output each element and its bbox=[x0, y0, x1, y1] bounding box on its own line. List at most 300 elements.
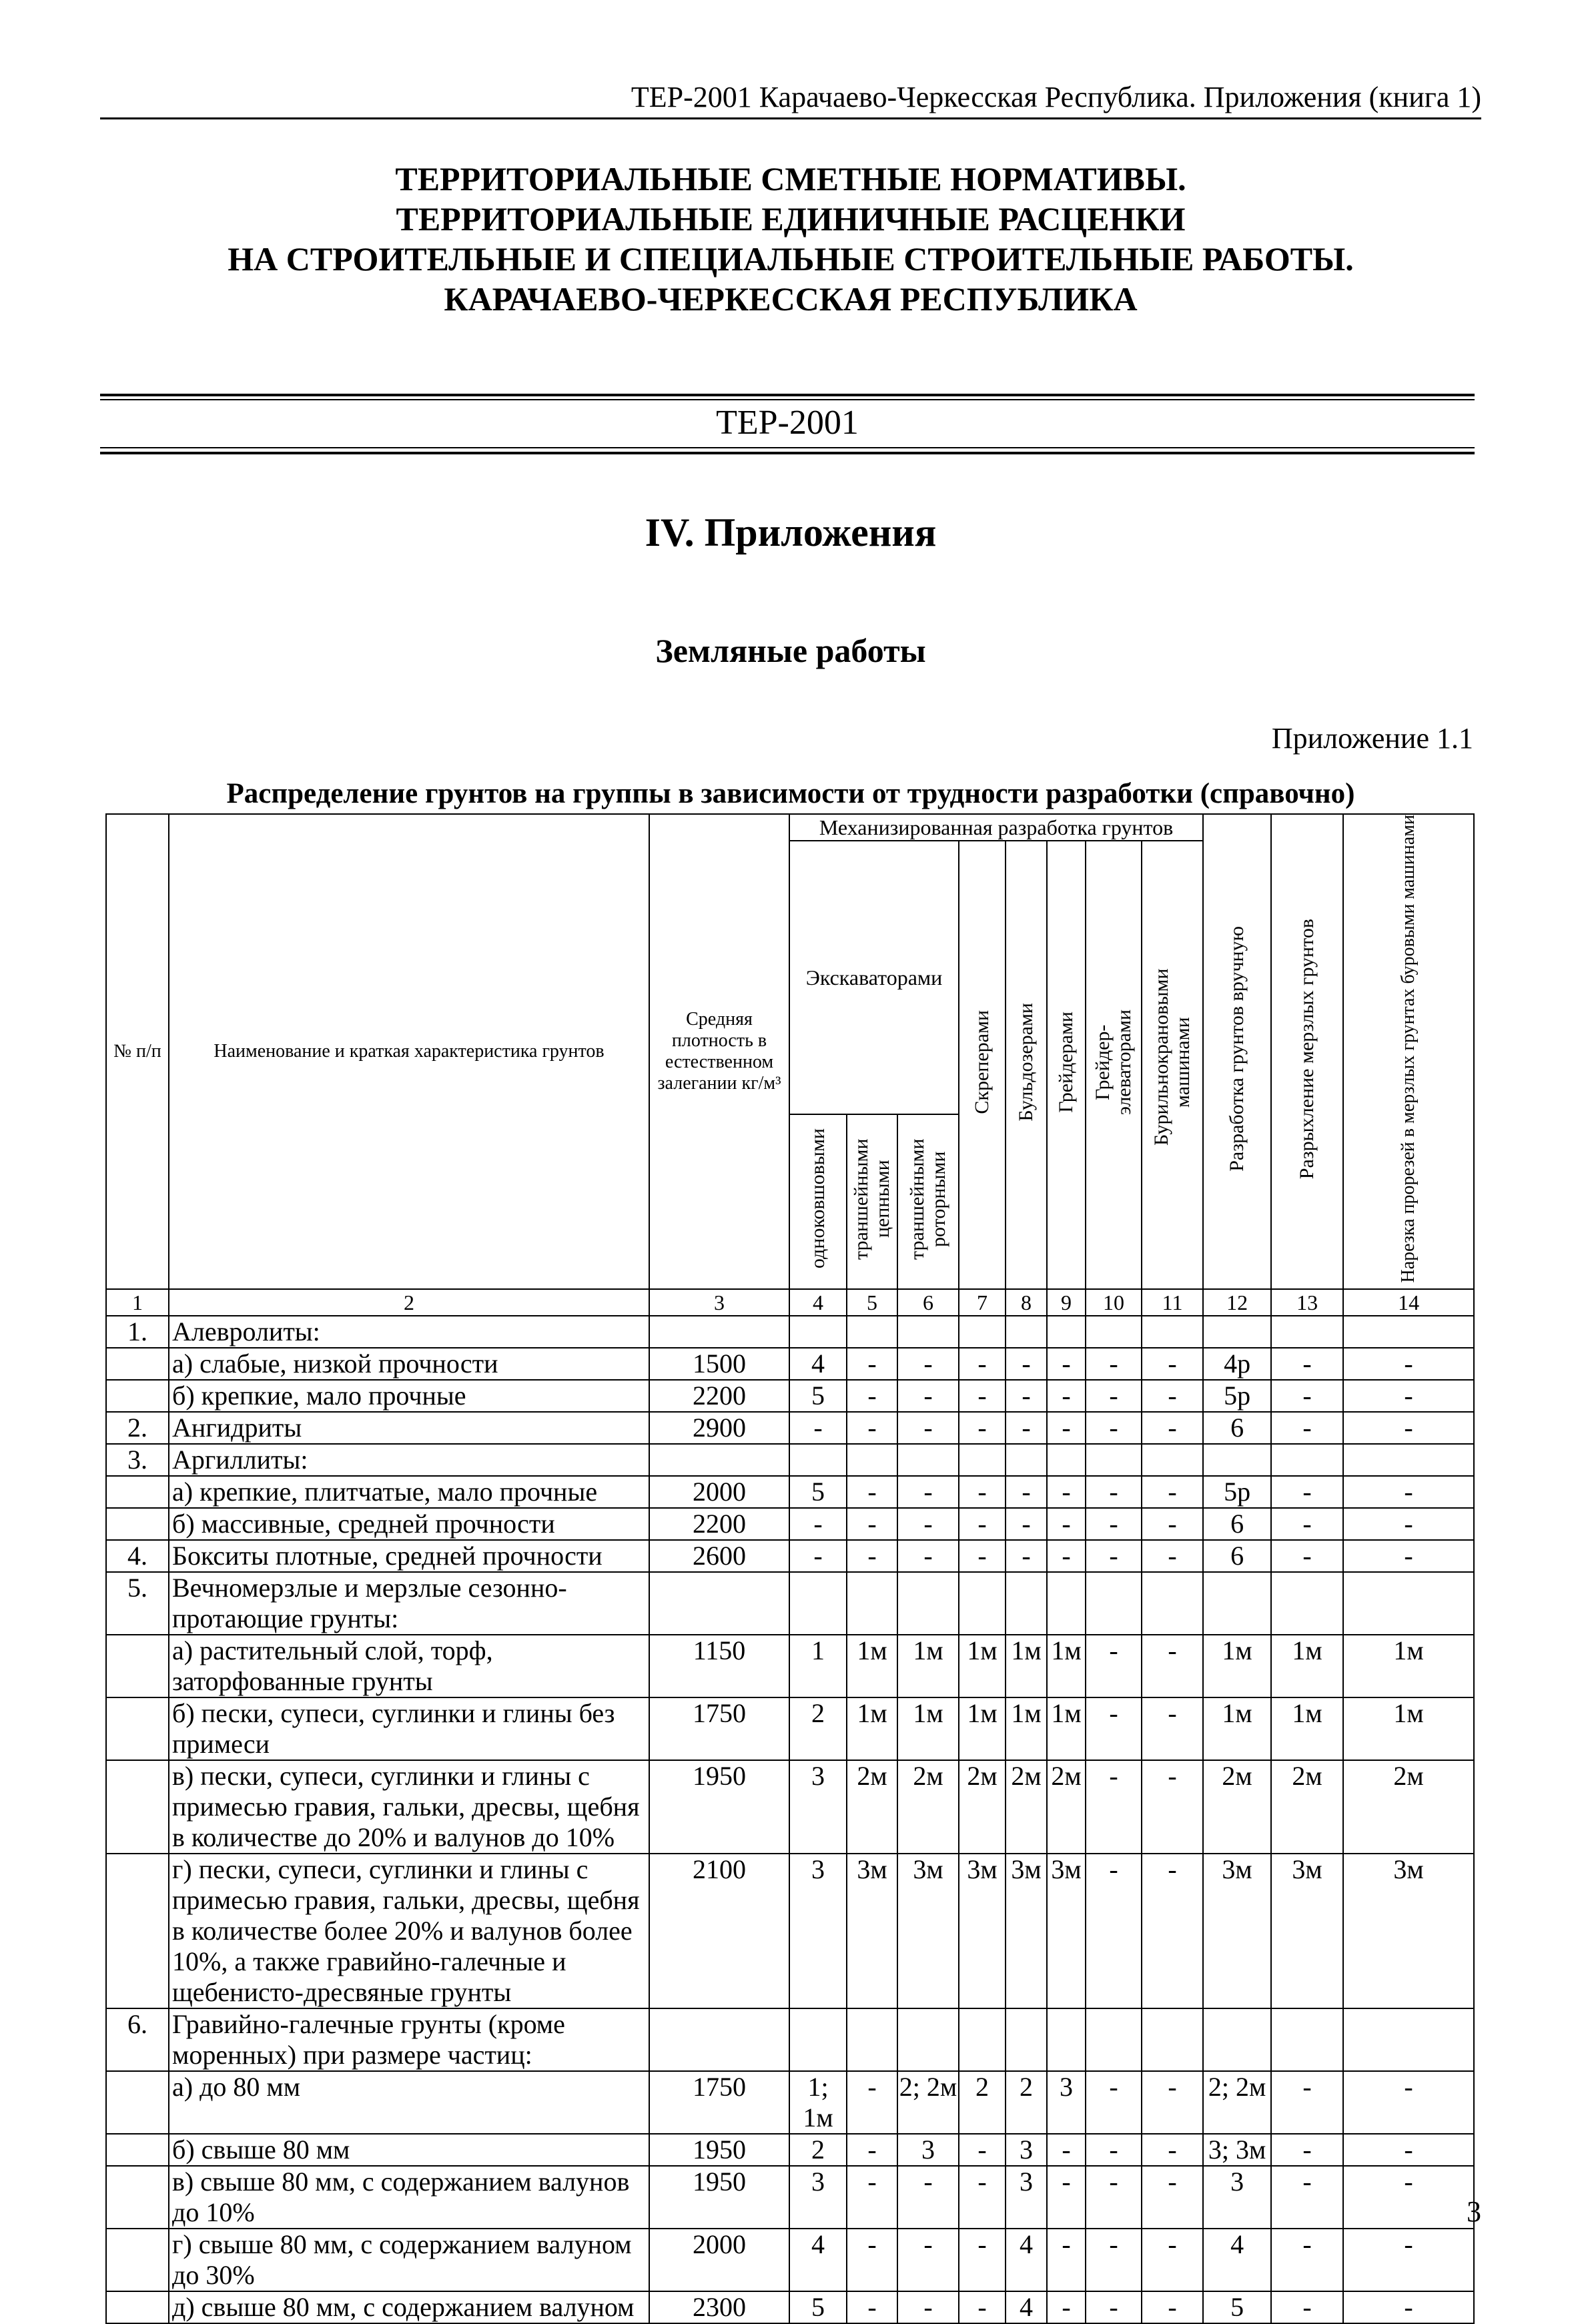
group-value: - bbox=[1271, 2291, 1343, 2323]
group-value: - bbox=[1343, 1380, 1474, 1412]
group-value: 3 bbox=[1047, 2071, 1086, 2134]
soil-density: 1150 bbox=[649, 1635, 789, 1697]
group-value: - bbox=[1086, 1380, 1142, 1412]
table-row bbox=[106, 1348, 1474, 1380]
table-title: Распределение грунтов на группы в зависимости от трудности разработки (справочно) bbox=[226, 778, 1355, 809]
group-value: - bbox=[897, 1412, 959, 1444]
table-row bbox=[106, 1760, 1474, 1854]
group-value: 3 bbox=[1006, 2166, 1047, 2229]
section-title: IV. Приложения bbox=[645, 510, 937, 554]
group-value: - bbox=[1086, 1540, 1142, 1572]
soil-name: Бокситы плотные, средней прочности bbox=[169, 1540, 649, 1572]
group-value: - bbox=[1047, 1476, 1086, 1508]
group-value: - bbox=[1006, 1476, 1047, 1508]
header-density: Средняя плотность в естественном залегании кг/м³ bbox=[649, 814, 789, 1289]
group-value: 1м bbox=[847, 1697, 897, 1760]
group-value: 3м bbox=[1343, 1854, 1474, 2008]
header-c9: Грейдерами bbox=[1047, 841, 1086, 1289]
soil-density: 1500 bbox=[649, 1348, 789, 1380]
group-value: - bbox=[1086, 2166, 1142, 2229]
group-value bbox=[1047, 2008, 1086, 2071]
header-c8: Бульдозерами bbox=[1006, 841, 1047, 1289]
row-number: 5. bbox=[106, 1572, 169, 1635]
group-value: - bbox=[959, 1412, 1006, 1444]
group-value: - bbox=[1047, 1412, 1086, 1444]
group-value: - bbox=[1047, 1348, 1086, 1380]
group-value: 1м bbox=[1203, 1697, 1271, 1760]
group-value: 1м bbox=[1271, 1635, 1343, 1697]
group-value: - bbox=[1086, 1508, 1142, 1540]
group-value: - bbox=[1142, 2134, 1203, 2166]
group-value: 3м bbox=[1006, 1854, 1047, 2008]
group-value: - bbox=[1142, 1412, 1203, 1444]
row-number bbox=[106, 2166, 169, 2229]
header-c5: траншейными цепными bbox=[847, 1114, 897, 1289]
group-value: 3м bbox=[897, 1854, 959, 2008]
header-c10: Грейдер-элеваторами bbox=[1086, 841, 1142, 1289]
group-value: 3м bbox=[1203, 1854, 1271, 2008]
header-c7: Скреперами bbox=[959, 841, 1006, 1289]
soil-name: Аргиллиты: bbox=[169, 1444, 649, 1476]
column-number: 3 bbox=[649, 1289, 789, 1316]
group-value: - bbox=[1086, 1854, 1142, 2008]
group-value: 4 bbox=[1203, 2229, 1271, 2291]
soil-name: б) пески, супеси, суглинки и глины без примеси bbox=[169, 1697, 649, 1760]
column-number: 7 bbox=[959, 1289, 1006, 1316]
soil-density: 1950 bbox=[649, 2134, 789, 2166]
soil-density: 1750 bbox=[649, 1697, 789, 1760]
group-value: 1м bbox=[897, 1635, 959, 1697]
group-value: - bbox=[1142, 1760, 1203, 1854]
soil-density: 2000 bbox=[649, 2229, 789, 2291]
row-number: 2. bbox=[106, 1412, 169, 1444]
group-value: - bbox=[1006, 1348, 1047, 1380]
soil-groups-table bbox=[105, 813, 1475, 2324]
column-number: 12 bbox=[1203, 1289, 1271, 1316]
group-value: - bbox=[1047, 1380, 1086, 1412]
row-number bbox=[106, 2229, 169, 2291]
group-value bbox=[789, 1444, 847, 1476]
group-value: - bbox=[1086, 2134, 1142, 2166]
group-value: 4 bbox=[1006, 2229, 1047, 2291]
header-c4: одноковшовыми bbox=[789, 1114, 847, 1289]
column-number: 1 bbox=[106, 1289, 169, 1316]
group-value: - bbox=[1271, 1508, 1343, 1540]
table-row bbox=[106, 1540, 1474, 1572]
group-value: 1м bbox=[959, 1635, 1006, 1697]
page-number: 3 bbox=[1467, 2195, 1481, 2228]
group-value bbox=[789, 2008, 847, 2071]
group-value: - bbox=[789, 1540, 847, 1572]
header-excavators: Экскаваторами bbox=[789, 841, 959, 1114]
row-number bbox=[106, 1854, 169, 2008]
group-value: 3 bbox=[1006, 2134, 1047, 2166]
group-value: - bbox=[1142, 1476, 1203, 1508]
group-value: - bbox=[897, 2291, 959, 2323]
soil-density: 2900 bbox=[649, 1412, 789, 1444]
table-row bbox=[106, 1380, 1474, 1412]
group-value: - bbox=[1086, 1635, 1142, 1697]
group-value: - bbox=[1271, 1476, 1343, 1508]
group-value: - bbox=[1047, 1540, 1086, 1572]
group-value: - bbox=[847, 2229, 897, 2291]
group-value bbox=[1203, 1444, 1271, 1476]
group-value bbox=[1203, 1572, 1271, 1635]
code-box-bottom-rule-inner bbox=[100, 447, 1475, 448]
group-value: - bbox=[1086, 1760, 1142, 1854]
group-value: - bbox=[847, 2134, 897, 2166]
row-number bbox=[106, 1697, 169, 1760]
group-value: - bbox=[1271, 2229, 1343, 2291]
header-c14: Нарезка прорезей в мерзлых грунтах буровыми машинами bbox=[1343, 814, 1474, 1289]
row-number bbox=[106, 1508, 169, 1540]
group-value: - bbox=[1343, 1476, 1474, 1508]
row-number bbox=[106, 2291, 169, 2323]
group-value: 2 bbox=[959, 2071, 1006, 2134]
column-number: 14 bbox=[1343, 1289, 1474, 1316]
group-value bbox=[847, 2008, 897, 2071]
document-code: ТЕР-2001 bbox=[716, 404, 859, 442]
group-value: - bbox=[1343, 2071, 1474, 2134]
group-value bbox=[1142, 1572, 1203, 1635]
group-value: 3 bbox=[1203, 2166, 1271, 2229]
group-value bbox=[1271, 2008, 1343, 2071]
group-value bbox=[959, 1316, 1006, 1348]
group-value: 1м bbox=[1047, 1697, 1086, 1760]
soil-density bbox=[649, 1316, 789, 1348]
group-value: 1м bbox=[1203, 1635, 1271, 1697]
group-value: - bbox=[1271, 2134, 1343, 2166]
group-value: - bbox=[959, 2166, 1006, 2229]
group-value: - bbox=[1047, 2291, 1086, 2323]
header-c12: Разработка грунтов вручную bbox=[1203, 814, 1271, 1289]
group-value: - bbox=[847, 1476, 897, 1508]
group-value: 3м bbox=[1271, 1854, 1343, 2008]
group-value bbox=[847, 1572, 897, 1635]
group-value: 2; 2м bbox=[1203, 2071, 1271, 2134]
group-value: - bbox=[847, 1412, 897, 1444]
table-row bbox=[106, 2071, 1474, 2134]
column-number: 8 bbox=[1006, 1289, 1047, 1316]
group-value: - bbox=[1047, 2134, 1086, 2166]
group-value: - bbox=[1006, 1508, 1047, 1540]
group-value bbox=[1203, 2008, 1271, 2071]
group-value bbox=[1203, 1316, 1271, 1348]
column-number: 4 bbox=[789, 1289, 847, 1316]
soil-density: 2100 bbox=[649, 1854, 789, 2008]
group-value bbox=[1047, 1572, 1086, 1635]
table-row bbox=[106, 1412, 1474, 1444]
soil-name: б) массивные, средней прочности bbox=[169, 1508, 649, 1540]
group-value: 1м bbox=[1006, 1635, 1047, 1697]
group-value: 1 bbox=[789, 1635, 847, 1697]
group-value: - bbox=[1086, 1697, 1142, 1760]
group-value: - bbox=[1343, 1540, 1474, 1572]
column-number: 2 bbox=[169, 1289, 649, 1316]
group-value: - bbox=[1343, 1412, 1474, 1444]
soil-name: а) до 80 мм bbox=[169, 2071, 649, 2134]
group-value: - bbox=[897, 1540, 959, 1572]
row-number: 1. bbox=[106, 1316, 169, 1348]
column-number: 10 bbox=[1086, 1289, 1142, 1316]
group-value: 3 bbox=[789, 1760, 847, 1854]
group-value: - bbox=[789, 1508, 847, 1540]
soil-name: Алевролиты: bbox=[169, 1316, 649, 1348]
group-value: 4 bbox=[789, 2229, 847, 2291]
header-c11: Бурильнокрановыми машинами bbox=[1142, 841, 1203, 1289]
group-value: - bbox=[959, 1540, 1006, 1572]
group-value: - bbox=[1142, 2166, 1203, 2229]
document-title-line: НА СТРОИТЕЛЬНЫЕ И СПЕЦИАЛЬНЫЕ СТРОИТЕЛЬНЫЕ РАБОТЫ. bbox=[228, 240, 1354, 278]
group-value bbox=[1271, 1572, 1343, 1635]
group-value: 1м bbox=[847, 1635, 897, 1697]
group-value bbox=[1142, 1316, 1203, 1348]
soil-name: Ангидриты bbox=[169, 1412, 649, 1444]
group-value: 4 bbox=[789, 1348, 847, 1380]
soil-density bbox=[649, 1572, 789, 1635]
running-header: ТЕР-2001 Карачаево-Черкесская Республика. Приложения (книга 1) bbox=[631, 81, 1481, 113]
soil-name: б) крепкие, мало прочные bbox=[169, 1380, 649, 1412]
group-value bbox=[959, 2008, 1006, 2071]
group-value: - bbox=[1271, 2071, 1343, 2134]
group-value: - bbox=[897, 1380, 959, 1412]
row-number bbox=[106, 2134, 169, 2166]
row-number: 3. bbox=[106, 1444, 169, 1476]
document-title-line: ТЕРРИТОРИАЛЬНЫЕ СМЕТНЫЕ НОРМАТИВЫ. bbox=[395, 160, 1186, 198]
group-value: 1м bbox=[1271, 1697, 1343, 1760]
group-value: - bbox=[959, 2229, 1006, 2291]
table-row bbox=[106, 2166, 1474, 2229]
group-value: - bbox=[959, 2134, 1006, 2166]
group-value: 3м bbox=[1047, 1854, 1086, 2008]
table-row bbox=[106, 2291, 1474, 2323]
row-number bbox=[106, 1760, 169, 1854]
group-value: - bbox=[1142, 1348, 1203, 1380]
group-value: - bbox=[1086, 2229, 1142, 2291]
group-value: - bbox=[1086, 1412, 1142, 1444]
group-value: 3 bbox=[789, 2166, 847, 2229]
group-value bbox=[1086, 2008, 1142, 2071]
table-row bbox=[106, 1316, 1474, 1348]
group-value: 4р bbox=[1203, 1348, 1271, 1380]
group-value: - bbox=[897, 2229, 959, 2291]
group-value bbox=[847, 1444, 897, 1476]
soil-name: Вечномерзлые и мерзлые сезонно-протающие грунты: bbox=[169, 1572, 649, 1635]
group-value: - bbox=[1086, 1476, 1142, 1508]
header-name: Наименование и краткая характеристика грунтов bbox=[169, 814, 649, 1289]
group-value: - bbox=[1343, 2166, 1474, 2229]
group-value: 1м bbox=[1343, 1697, 1474, 1760]
group-value: - bbox=[1047, 2229, 1086, 2291]
table-row bbox=[106, 2008, 1474, 2071]
table-row bbox=[106, 1572, 1474, 1635]
group-value: 3м bbox=[959, 1854, 1006, 2008]
group-value: - bbox=[1142, 1635, 1203, 1697]
group-value bbox=[1142, 1444, 1203, 1476]
soil-name: б) свыше 80 мм bbox=[169, 2134, 649, 2166]
column-number: 5 bbox=[847, 1289, 897, 1316]
soil-density bbox=[649, 1444, 789, 1476]
row-number bbox=[106, 1348, 169, 1380]
group-value: 6 bbox=[1203, 1508, 1271, 1540]
group-value bbox=[897, 1316, 959, 1348]
soil-name: г) пески, супеси, суглинки и глины с примесью гравия, гальки, дресвы, щебня в количестве более 20% и валунов более 10%, а также гравийно-галечные и щебенисто-дресвяные грунты bbox=[169, 1854, 649, 2008]
group-value: 2м bbox=[1271, 1760, 1343, 1854]
soil-name: в) пески, супеси, суглинки и глины с примесью гравия, гальки, дресвы, щебня в количестве до 20% и валунов до 10% bbox=[169, 1760, 649, 1854]
soil-density bbox=[649, 2008, 789, 2071]
group-value bbox=[1047, 1444, 1086, 1476]
group-value bbox=[1086, 1444, 1142, 1476]
table-row bbox=[106, 1697, 1474, 1760]
row-number bbox=[106, 1476, 169, 1508]
group-value bbox=[959, 1572, 1006, 1635]
group-value: 3; 3м bbox=[1203, 2134, 1271, 2166]
group-value: - bbox=[897, 1476, 959, 1508]
column-number: 11 bbox=[1142, 1289, 1203, 1316]
soil-name: Гравийно-галечные грунты (кроме моренных) при размере частиц: bbox=[169, 2008, 649, 2071]
soil-density: 2000 bbox=[649, 1476, 789, 1508]
group-value: 3м bbox=[847, 1854, 897, 2008]
group-value: 1м bbox=[1343, 1635, 1474, 1697]
group-value: - bbox=[1142, 2071, 1203, 2134]
group-value: - bbox=[897, 2166, 959, 2229]
group-value bbox=[1086, 1572, 1142, 1635]
group-value bbox=[897, 1444, 959, 1476]
table-row bbox=[106, 1635, 1474, 1697]
group-value: - bbox=[1343, 2291, 1474, 2323]
group-value: - bbox=[897, 1508, 959, 1540]
group-value: 5 bbox=[1203, 2291, 1271, 2323]
group-value: 2 bbox=[789, 1697, 847, 1760]
header-c6: траншейными роторными bbox=[897, 1114, 959, 1289]
group-value: - bbox=[1086, 2071, 1142, 2134]
group-value: - bbox=[1142, 2229, 1203, 2291]
group-value: - bbox=[959, 1348, 1006, 1380]
column-numbers-row bbox=[106, 1289, 1474, 1316]
group-value: - bbox=[1047, 1508, 1086, 1540]
soil-name: д) свыше 80 мм, с содержанием валуном bbox=[169, 2291, 649, 2323]
group-value: 4 bbox=[1006, 2291, 1047, 2323]
soil-name: а) крепкие, плитчатые, мало прочные bbox=[169, 1476, 649, 1508]
group-value: - bbox=[1271, 1348, 1343, 1380]
column-number: 13 bbox=[1271, 1289, 1343, 1316]
group-value bbox=[1142, 2008, 1203, 2071]
group-value bbox=[1086, 1316, 1142, 1348]
group-value: - bbox=[847, 1348, 897, 1380]
code-box-top-rule bbox=[100, 394, 1475, 396]
group-value: - bbox=[1271, 1380, 1343, 1412]
group-value: - bbox=[847, 1380, 897, 1412]
group-value: - bbox=[847, 2291, 897, 2323]
group-value: 2 bbox=[1006, 2071, 1047, 2134]
group-value: 2; 2м bbox=[897, 2071, 959, 2134]
group-value bbox=[1006, 1444, 1047, 1476]
row-number bbox=[106, 1635, 169, 1697]
group-value: - bbox=[1142, 1697, 1203, 1760]
group-value: - bbox=[959, 1380, 1006, 1412]
group-value: 5 bbox=[789, 1476, 847, 1508]
group-value: 1м bbox=[897, 1697, 959, 1760]
code-box-bottom-rule bbox=[100, 452, 1475, 454]
group-value: - bbox=[959, 1476, 1006, 1508]
table-row bbox=[106, 1444, 1474, 1476]
group-value: 1м bbox=[1006, 1697, 1047, 1760]
group-value bbox=[1006, 2008, 1047, 2071]
group-value: - bbox=[1006, 1380, 1047, 1412]
group-value bbox=[897, 1572, 959, 1635]
soil-density: 1750 bbox=[649, 2071, 789, 2134]
group-value: - bbox=[847, 1508, 897, 1540]
group-value bbox=[789, 1316, 847, 1348]
group-value: - bbox=[1271, 1412, 1343, 1444]
group-value: - bbox=[789, 1412, 847, 1444]
group-value bbox=[897, 2008, 959, 2071]
group-value: - bbox=[847, 2166, 897, 2229]
group-value: 5р bbox=[1203, 1380, 1271, 1412]
group-value: - bbox=[1142, 2291, 1203, 2323]
soil-density: 2200 bbox=[649, 1380, 789, 1412]
group-value: 1; 1м bbox=[789, 2071, 847, 2134]
header-rule bbox=[100, 117, 1481, 119]
group-value: - bbox=[1047, 2166, 1086, 2229]
group-value bbox=[1343, 1444, 1474, 1476]
group-value: 5 bbox=[789, 1380, 847, 1412]
group-value: 3 bbox=[789, 1854, 847, 2008]
group-value: - bbox=[959, 2291, 1006, 2323]
document-title-line: КАРАЧАЕВО-ЧЕРКЕССКАЯ РЕСПУБЛИКА bbox=[444, 280, 1138, 318]
column-number: 9 bbox=[1047, 1289, 1086, 1316]
group-value: 6 bbox=[1203, 1412, 1271, 1444]
group-value: 1м bbox=[1047, 1635, 1086, 1697]
group-value bbox=[1343, 1316, 1474, 1348]
group-value: - bbox=[1086, 1348, 1142, 1380]
group-value: - bbox=[1343, 1508, 1474, 1540]
group-value: - bbox=[897, 1348, 959, 1380]
appendix-label: Приложение 1.1 bbox=[1271, 722, 1473, 755]
group-value: - bbox=[1343, 2134, 1474, 2166]
row-number: 6. bbox=[106, 2008, 169, 2071]
group-value bbox=[847, 1316, 897, 1348]
column-number: 6 bbox=[897, 1289, 959, 1316]
code-box-top-rule-inner bbox=[100, 399, 1475, 400]
group-value: - bbox=[1142, 1540, 1203, 1572]
group-value: - bbox=[1271, 1540, 1343, 1572]
header-c13: Разрыхление мерзлых грунтов bbox=[1271, 814, 1343, 1289]
group-value: 6 bbox=[1203, 1540, 1271, 1572]
header-mechanized: Механизированная разработка грунтов bbox=[789, 814, 1203, 841]
group-value bbox=[1047, 1316, 1086, 1348]
group-value: - bbox=[1142, 1508, 1203, 1540]
group-value bbox=[1343, 2008, 1474, 2071]
group-value: - bbox=[1343, 1348, 1474, 1380]
soil-name: г) свыше 80 мм, с содержанием валуном до 30% bbox=[169, 2229, 649, 2291]
document-title-line: ТЕРРИТОРИАЛЬНЫЕ ЕДИНИЧНЫЕ РАСЦЕНКИ bbox=[396, 200, 1186, 238]
group-value: 2м bbox=[1343, 1760, 1474, 1854]
row-number bbox=[106, 2071, 169, 2134]
soil-name: в) свыше 80 мм, с содержанием валунов до 10% bbox=[169, 2166, 649, 2229]
group-value: 2м bbox=[1047, 1760, 1086, 1854]
group-value bbox=[1271, 1316, 1343, 1348]
header-num: № п/п bbox=[106, 814, 169, 1289]
group-value: - bbox=[1006, 1540, 1047, 1572]
soil-density: 1950 bbox=[649, 1760, 789, 1854]
group-value: - bbox=[1271, 2166, 1343, 2229]
group-value: 2м bbox=[847, 1760, 897, 1854]
group-value: 5 bbox=[789, 2291, 847, 2323]
row-number bbox=[106, 1380, 169, 1412]
group-value bbox=[1006, 1572, 1047, 1635]
group-value bbox=[1271, 1444, 1343, 1476]
